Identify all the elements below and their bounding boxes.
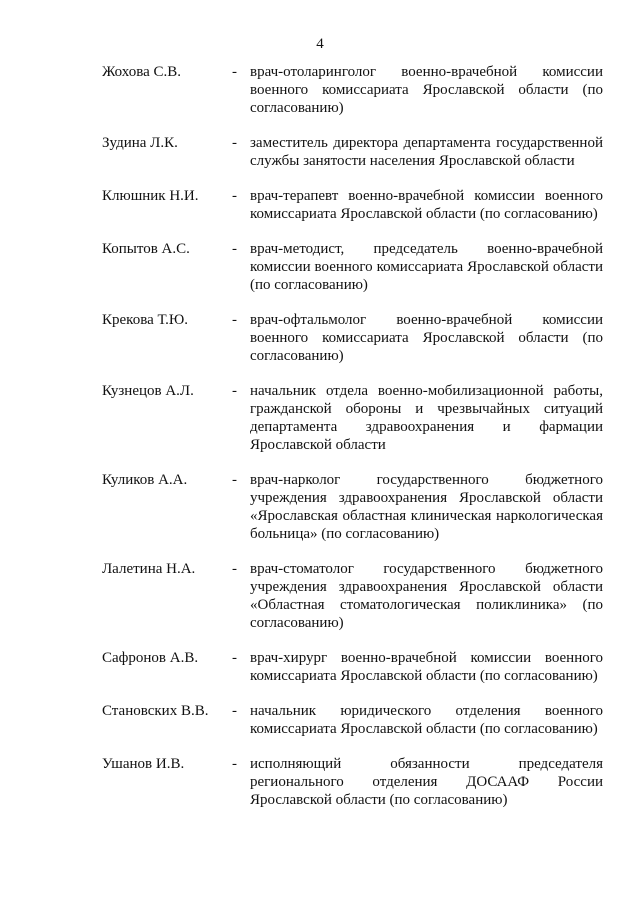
member-position: врач-терапевт военно-врачебной комиссии военного комиссариата Ярославской области (по согласованию)	[250, 188, 603, 222]
member-name: Ушанов И.В.	[102, 756, 185, 772]
dash-separator: -	[232, 135, 237, 151]
dash-separator: -	[232, 650, 237, 666]
dash-separator: -	[232, 472, 237, 488]
member-position: начальник отдела военно-мобилизационной работы, гражданской обороны и чрезвычайных ситуаций департамента здравоохранения и фармации Ярославской области	[250, 383, 603, 453]
dash-separator: -	[232, 383, 237, 399]
list-item	[0, 134, 640, 170]
member-name: Сафронов А.В.	[102, 650, 199, 666]
member-position: врач-методист, председатель военно-врачебной комиссии военного комиссариата Ярославской области (по согласованию)	[250, 241, 603, 293]
member-position: начальник юридического отделения военного комиссариата Ярославской области (по согласованию)	[250, 703, 603, 737]
dash-separator: -	[232, 188, 237, 204]
member-position: исполняющий обязанности председателя регионального отделения ДОСААФ России Ярославской области (по согласованию)	[250, 756, 603, 808]
member-name: Жохова С.В.	[102, 64, 182, 80]
dash-separator: -	[232, 64, 237, 80]
member-name: Клюшник Н.И.	[102, 188, 199, 204]
member-name: Зудина Л.К.	[102, 135, 178, 151]
list-item	[0, 382, 640, 454]
list-item	[0, 187, 640, 223]
list-item	[0, 649, 640, 685]
page-number: 4	[316, 36, 324, 52]
commission-members-list	[0, 63, 640, 826]
member-name: Кузнецов А.Л.	[102, 383, 194, 399]
member-name: Лалетина Н.А.	[102, 561, 196, 577]
dash-separator: -	[232, 241, 237, 257]
member-name: Куликов А.А.	[102, 472, 188, 488]
list-item	[0, 240, 640, 294]
member-name: Крекова Т.Ю.	[102, 312, 189, 328]
member-position: врач-офтальмолог военно-врачебной комиссии военного комиссариата Ярославской области (по согласованию)	[250, 312, 603, 364]
list-item	[0, 311, 640, 365]
list-item	[0, 702, 640, 738]
list-item	[0, 755, 640, 809]
dash-separator: -	[232, 703, 237, 719]
member-position: врач-нарколог государственного бюджетного учреждения здравоохранения Ярославской области «Ярославская областная клиническая наркологическая больница» (по согласованию)	[250, 472, 603, 542]
list-item	[0, 63, 640, 117]
member-position: заместитель директора департамента государственной службы занятости населения Ярославской области	[250, 135, 603, 169]
member-position: врач-стоматолог государственного бюджетного учреждения здравоохранения Ярославской области «Областная стоматологическая поликлиника» (по согласованию)	[250, 561, 603, 631]
list-item	[0, 560, 640, 632]
dash-separator: -	[232, 561, 237, 577]
member-name: Становских В.В.	[102, 703, 209, 719]
member-name: Копытов А.С.	[102, 241, 190, 257]
dash-separator: -	[232, 312, 237, 328]
dash-separator: -	[232, 756, 237, 772]
member-position: врач-хирург военно-врачебной комиссии военного комиссариата Ярославской области (по согласованию)	[250, 650, 603, 684]
member-position: врач-отоларинголог военно-врачебной комиссии военного комиссариата Ярославской области (по согласованию)	[250, 64, 603, 116]
list-item	[0, 471, 640, 543]
